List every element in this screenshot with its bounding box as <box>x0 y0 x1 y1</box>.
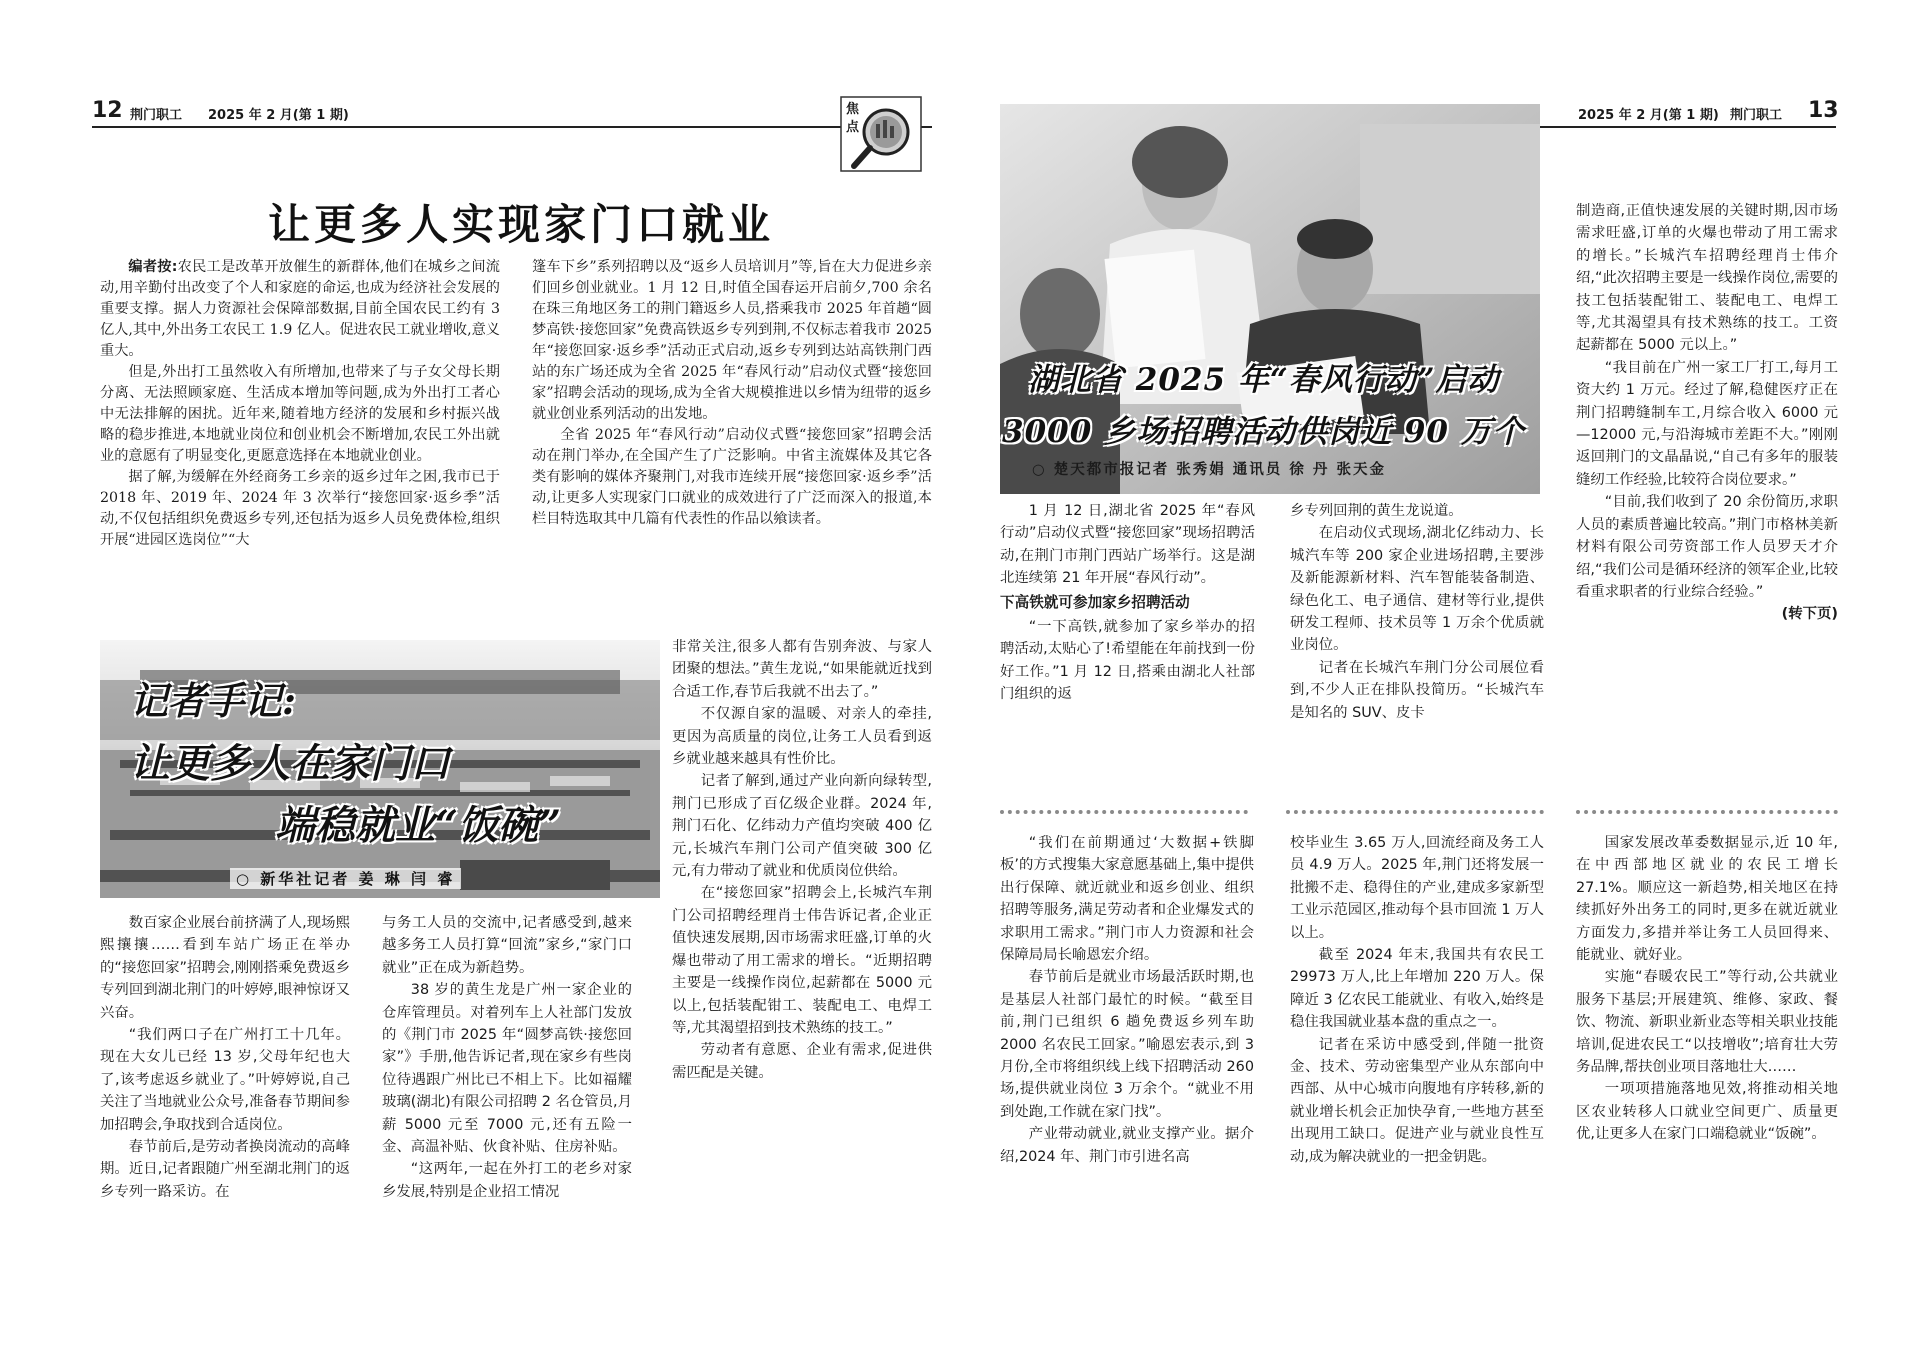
right-top-col2-p1: 乡专列回荆的黄生龙说道。 <box>1290 503 1463 519</box>
editor-note-p3: 据了解,为缓解在外经商务工乡亲的返乡过年之困,我市已于 2018 年、2019 年、2024 年 3 次举行“接您回家·返乡季”活动,不仅包括组织免费返乡专列,还包括为返乡人员免费体检,组织开展“进园区选岗位”“大 <box>100 469 500 548</box>
right-top-col2 <box>1290 500 1544 724</box>
right-top-col2-p2: 在启动仪式现场,湖北亿纬动力、长城汽车等 200 家企业进场招聘,主要涉及新能源新材料、汽车智能装备制造、绿色化工、电子通信、建材等行业,提供研发工程师、技术员等 1 万余个优质就业岗位。 <box>1290 525 1544 654</box>
left-col1-p2: “我们两口子在广州打工十几年。现在大女儿已经 13 岁,父母年纪也大了,该考虑返乡就业了。”叶婷婷说,自己关注了当地就业公众号,准备春节期间参加招聘会,争取找到合适岗位。 <box>100 1027 350 1133</box>
job-fair-smiling-people-photo <box>1000 104 1540 494</box>
left-col3-p3: 记者了解到,通过产业向新向绿转型,荆门已形成了百亿级企业群。2024 年,荆门石化、亿纬动力产值均突破 400 亿元,长城汽车荆门公司产值突破 300 亿元,有力带动了就业和优质岗位供给。 <box>672 773 932 880</box>
left-story-col2 <box>382 912 632 1203</box>
left-col2-p1: 与务工人员的交流中,记者感受到,越来越多务工人员打算“回流”家乡,“家门口就业”正在成为新趋势。 <box>382 915 632 976</box>
right-story-title-line1: 湖北省 2025 年“春风行动”启动 <box>1028 362 1500 398</box>
right-top-col3-p2: “我目前在广州一家工厂打工,每月工资大约 1 万元。经过了解,稳健医疗正在荆门招聘缝制车工,月综合收入 6000 元—12000 元,与沿海城市差距不大。”刚刚返回荆门的文晶晶说,“自己有多年的服装缝纫工作经验,比较符合岗位要求。” <box>1576 359 1838 488</box>
right-bot-col2-p2: 截至 2024 年末,我国共有农民工 29973 万人,比上年增加 220 万人。保障近 3 亿农民工能就业、有收入,始终是稳住我国就业基本盘的重点之一。 <box>1290 947 1544 1031</box>
left-story-title-line2: 让更多人在家门口 <box>130 740 450 787</box>
right-bottom-col3 <box>1576 832 1838 1146</box>
right-bot-col2-p3: 记者在采访中感受到,伴随一批资金、技术、劳动密集型产业从东部向中西部、从中心城市向腹地有序转移,新的就业增长机会正加快孕育,一些地方甚至出现用工缺口。促进产业与就业良性互动,成为解决就业的一把金钥匙。 <box>1290 1036 1544 1165</box>
right-top-col3-p1: 制造商,正值快速发展的关键时期,因市场需求旺盛,订单的火爆也带动了用工需求的增长。”长城汽车招聘经理肖士伟介绍,“此次招聘主要是一线操作岗位,需要的技工包括装配钳工、装配电工、电焊工等,尤其渴望具有技术熟练的技工。工资起薪都在 5000 元以上。” <box>1576 203 1838 354</box>
left-col1-p1: 数百家企业展台前挤满了人,现场熙熙攘攘……看到车站广场正在举办的“接您回家”招聘会,刚刚搭乘免费返乡专列回到湖北荆门的叶婷婷,眼神惊讶又兴奋。 <box>100 915 350 1021</box>
right-story-title-line2: 3000 乡场招聘活动供岗近 90 万个 <box>1002 414 1525 450</box>
left-col2-p2: 38 岁的黄生龙是广州一家企业的仓库管理员。对着列车上人社部门发放的《荆门市 2025 年“圆梦高铁·接您回家”》手册,他告诉记者,现在家乡有些岗位待遇跟广州比已不相上下。比如福耀玻璃(湖北)有限公司招聘 2 名仓管员,月薪 5000 元至 7000 元,还有五险一金、高温补贴、伙食补贴、住房补贴。 <box>382 982 632 1156</box>
railway-station-crowd-photo <box>100 640 660 898</box>
editor-note-p2: 但是,外出打工虽然收入有所增加,也带来了与子女父母长期分离、无法照顾家庭、生活成本增加等问题,成为外出打工者心中无法排解的困扰。近年来,随着地方经济的发展和乡村振兴战略的稳步推进,本地就业岗位和创业机会不断增加,农民工外出就业的意愿有了明显变化,更愿意选择在本地就业创业。 <box>100 364 500 464</box>
right-bot-col3-p3: 一项项措施落地见效,将推动相关地区农业转移人口就业空间更广、质量更优,让更多人在家门口端稳就业“饭碗”。 <box>1576 1081 1838 1143</box>
right-top-col1-p1: 1 月 12 日,湖北省 2025 年“春风行动”启动仪式暨“接您回家”现场招聘活动,在荆门市荆门西站广场举行。这是湖北连续第 21 年开展“春风行动”。 <box>1000 503 1255 587</box>
left-header-rule <box>92 126 932 128</box>
left-col2-p3: “这两年,一起在外打工的老乡对家乡发展,特别是企业招工情况 <box>382 1161 632 1200</box>
left-story-col3 <box>672 636 932 1084</box>
right-page-number: 13 <box>1808 98 1839 123</box>
right-paper-name: 荆门职工 <box>1730 108 1783 123</box>
right-story-subhead: 下高铁就可参加家乡招聘活动 <box>1000 593 1190 611</box>
right-top-col1-p2: “一下高铁,就参加了家乡举办的招聘活动,太贴心了!希望能在年前找到一份好工作。”1 月 12 日,搭乘由湖北人社部门组织的返 <box>1000 619 1255 703</box>
left-col3-p2: 不仅源自家的温暖、对亲人的牵挂,更因为高质量的岗位,让务工人员看到返乡就业越来越具有性价比。 <box>672 706 932 768</box>
right-top-col1 <box>1000 500 1255 706</box>
right-bot-col3-p2: 实施“春暖农民工”等行动,公共就业服务下基层;开展建筑、维修、家政、餐饮、物流、新职业新业态等相关职业技能培训,促进农民工“以技增收”;培育壮大劳务品牌,帮扶创业项目落地壮大…… <box>1576 969 1838 1076</box>
right-story-byline: ○ 楚天都市报记者 张秀娟 通讯员 徐 丹 张天金 <box>1032 462 1386 478</box>
editor-note-p4: 篷车下乡”系列招聘以及“返乡人员培训月”等,旨在大力促进乡亲们回乡创业就业。1 月 12 日,时值全国春运开启前夕,700 余名在珠三角地区务工的荆门籍返乡人员,搭乘我市 2025 年首趟“圆梦高铁·接您回家”免费高铁返乡专列到荆,不仅标志着我市 2025 年“接您回家·返乡季”活动正式启动,返乡专列到达站高铁荆门西站的东广场还成为全省 2025 年“春风行动”启动仪式暨“接您回家”招聘会活动的现场,成为全省大规模推进以乡情为纽带的返乡就业创业系列活动的出发地。 <box>532 259 932 422</box>
section-divider-left <box>1000 810 1248 814</box>
main-headline: 让更多人实现家门口就业 <box>268 200 775 249</box>
left-col3-p4: 在“接您回家”招聘会上,长城汽车荆门公司招聘经理肖士伟告诉记者,企业正值快速发展期,因市场需求旺盛,订单的火爆也带动了用工需求的增长。“近期招聘主要是一线操作岗位,起薪都在 5000 元以上,包括装配钳工、装配电工、电焊工等,尤其渴望招到技术熟练的技工。” <box>672 885 932 1036</box>
left-story-col1 <box>100 912 350 1203</box>
continued-next-page: (转下页) <box>1781 606 1838 623</box>
right-bot-col3-p1: 国家发展改革委数据显示,近 10 年,在中西部地区就业的农民工增长 27.1%。顺应这一新趋势,相关地区在持续抓好外出务工的同时,更多在就近就业方面发力,多措并举让务工人员回得来、能就业、就好业。 <box>1576 835 1838 964</box>
left-page-number: 12 <box>92 98 123 123</box>
section-divider-mid <box>1286 810 1544 814</box>
editor-note-p5: 全省 2025 年“春风行动”启动仪式暨“接您回家”招聘会活动在荆门举办,在全国产生了广泛影响。中省主流媒体及其它各类有影响的媒体齐聚荆门,对我市连续开展“接您回家·返乡季”活动,让更多人实现家门口就业的成效进行了广泛而深入的报道,本栏目特选取其中几篇有代表性的作品以飨读者。 <box>532 427 932 527</box>
editor-note-lead: 编者按: <box>128 259 178 275</box>
left-story-title-line1: 记者手记: <box>130 678 297 723</box>
right-bot-col1-p2: 春节前后是就业市场最活跃时期,也是基层人社部门最忙的时候。“截至目前,荆门已组织 6 趟免费返乡列车助 2000 名农民工回家。”喻恩宏表示,到 3 月份,全市将组织线上线下招聘活动 260 场,提供就业岗位 3 万余个。“就业不用到处跑,工作就在家门找”。 <box>1000 969 1254 1120</box>
right-top-col2-p3: 记者在长城汽车荆门分公司展位看到,不少人正在排队投简历。“长城汽车是知名的 SUV、皮卡 <box>1290 659 1544 721</box>
right-top-col3-p3: “目前,我们收到了 20 余份简历,求职人员的素质普遍比较高。”荆门市格林美新材料有限公司劳资部工作人员罗天才介绍,“我们公司是循环经济的领军企业,比较看重求职者的行业综合经验。” <box>1576 494 1838 600</box>
right-issue-date: 2025 年 2 月(第 1 期) <box>1578 108 1719 123</box>
left-story-byline: ○ 新华社记者 姜 琳 闫 睿 <box>230 868 461 889</box>
left-paper-name: 荆门职工 <box>130 108 183 123</box>
left-col3-p5: 劳动者有意愿、企业有需求,促进供需匹配是关键。 <box>672 1042 932 1081</box>
right-bottom-col2 <box>1290 832 1544 1168</box>
left-issue-date: 2025 年 2 月(第 1 期) <box>208 108 349 123</box>
editor-note-left <box>100 257 500 551</box>
editor-note-right <box>532 257 932 530</box>
editor-note-p1: 农民工是改革开放催生的新群体,他们在城乡之间流动,用辛勤付出改变了个人和家庭的命运,也成为经济社会发展的重要支撑。据人力资源社会保障部数据,目前全国农民工约有 3 亿人,其中,外出务工农民工 1.9 亿人。促进农民工就业增收,意义重大。 <box>100 259 500 359</box>
left-col3-p1: 非常关注,很多人都有告别奔波、与家人团聚的想法。”黄生龙说,“如果能就近找到合适工作,春节后我就不出去了。” <box>672 639 932 700</box>
right-bot-col2-p1: 校毕业生 3.65 万人,回流经商及务工人员 4.9 万人。2025 年,荆门还将发展一批搬不走、稳得住的产业,建成多家新型工业示范园区,推动每个县市回流 1 万人以上。 <box>1290 835 1544 941</box>
focus-section-badge <box>840 96 922 172</box>
focus-label-bottom: 点 <box>846 120 860 135</box>
right-bot-col1-p1: “我们在前期通过‘大数据+铁脚板’的方式搜集大家意愿基础上,集中提供出行保障、就近就业和返乡创业、组织招聘等服务,满足劳动者和企业爆发式的求职用工需求。”荆门市人力资源和社会保障局局长喻恩宏介绍。 <box>1000 835 1254 964</box>
right-bottom-col1 <box>1000 832 1254 1168</box>
left-story-title-line3: 端稳就业“饭碗” <box>275 802 562 849</box>
focus-label-top: 焦 <box>846 102 860 117</box>
right-bot-col1-p3: 产业带动就业,就业支撑产业。据介绍,2024 年、荆门市引进名高 <box>1000 1126 1254 1165</box>
right-top-col3 <box>1576 200 1838 626</box>
section-divider-right <box>1576 810 1838 814</box>
left-col1-p3: 春节前后,是劳动者换岗流动的高峰期。近日,记者跟随广州至湖北荆门的返乡专列一路采访。在 <box>100 1139 350 1200</box>
